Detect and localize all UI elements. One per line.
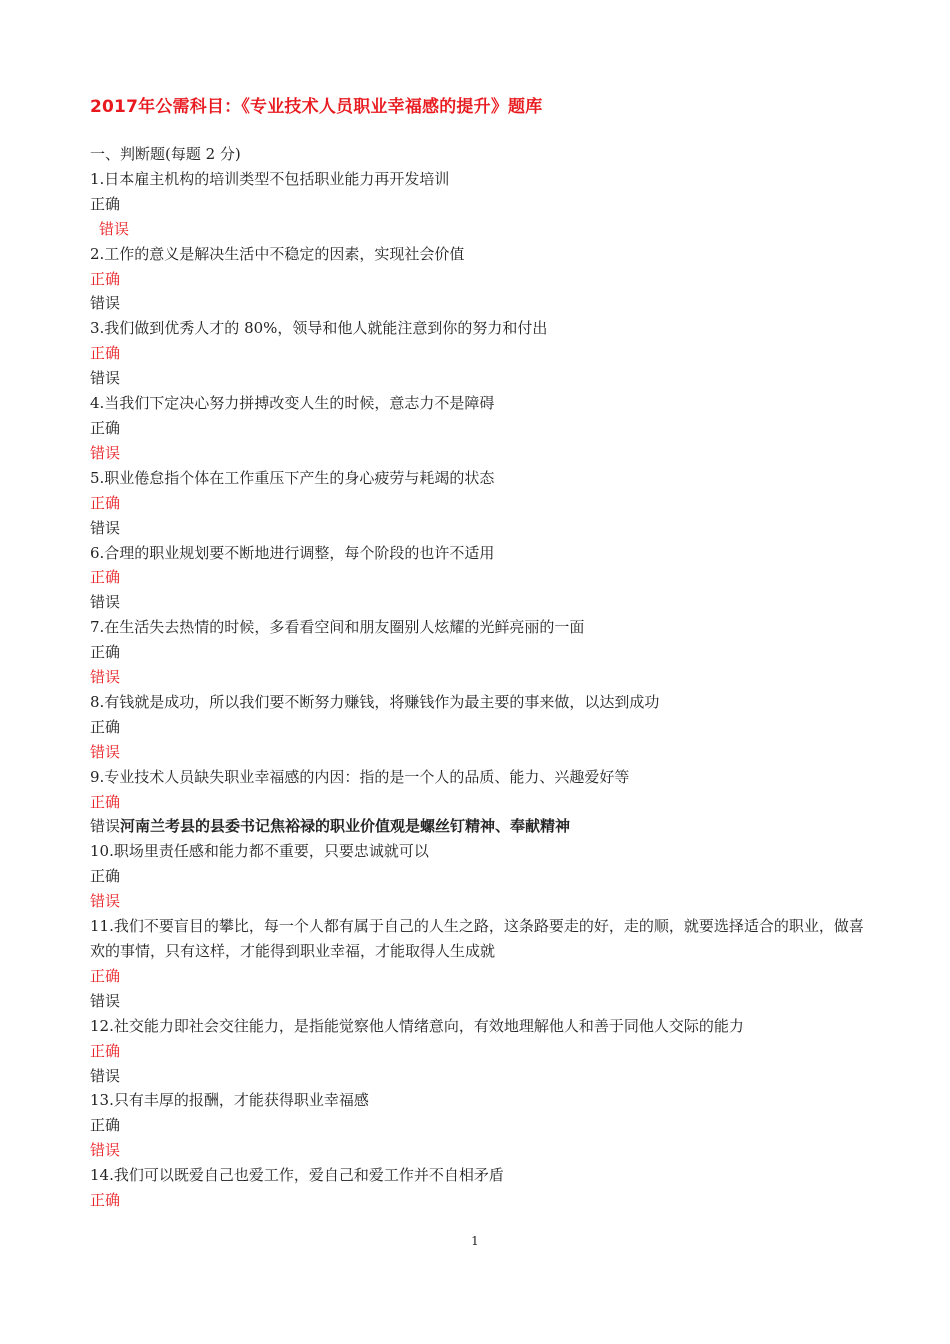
option-wrong: 错误 bbox=[90, 518, 121, 537]
question-text: 7.在生活失去热情的时候，多看看空间和朋友圈别人炫耀的光鲜亮丽的一面 bbox=[90, 618, 585, 637]
option-correct-answer: 正确 bbox=[90, 493, 121, 512]
page-number: 1 bbox=[471, 1234, 479, 1248]
option-wrong: 错误 bbox=[90, 817, 121, 836]
option-correct: 正确 bbox=[90, 194, 121, 213]
option-correct-answer: 正确 bbox=[90, 966, 121, 985]
question-text: 8.有钱就是成功，所以我们要不断努力赚钱，将赚钱作为最主要的事来做，以达到成功 bbox=[90, 692, 660, 711]
question-text: 3.我们做到优秀人才的 80%，领导和他人就能注意到你的努力和付出 bbox=[90, 319, 548, 338]
question-text: 1.日本雇主机构的培训类型不包括职业能力再开发培训 bbox=[90, 169, 450, 188]
option-wrong: 错误 bbox=[90, 991, 121, 1010]
question-text: 14.我们可以既爱自己也爱工作，爱自己和爱工作并不自相矛盾 bbox=[90, 1166, 504, 1185]
option-wrong-with-note bbox=[90, 814, 870, 839]
option-correct: 正确 bbox=[90, 1116, 121, 1135]
option-wrong: 错误 bbox=[90, 369, 121, 388]
question-text: 12.社交能力即社会交往能力，是指能觉察他人情绪意向，有效地理解他人和善于同他人交际的能力 bbox=[90, 1016, 744, 1035]
option-correct: 正确 bbox=[90, 867, 121, 886]
option-correct: 正确 bbox=[90, 717, 121, 736]
option-wrong-answer: 错误 bbox=[90, 443, 121, 462]
question-text: 13.只有丰厚的报酬，才能获得职业幸福感 bbox=[90, 1091, 369, 1110]
question-text: 4.当我们下定决心努力拼搏改变人生的时候，意志力不是障碍 bbox=[90, 394, 495, 413]
question-text: 5.职业倦怠指个体在工作重压下产生的身心疲劳与耗竭的状态 bbox=[90, 468, 495, 487]
option-wrong: 错误 bbox=[90, 593, 121, 612]
option-correct-answer: 正确 bbox=[90, 1191, 121, 1210]
option-wrong-answer: 错误 bbox=[99, 219, 130, 238]
option-wrong-answer: 错误 bbox=[90, 668, 121, 687]
section-heading: 一、判断题(每题 2 分) bbox=[90, 145, 241, 163]
inline-note: 河南兰考县的县委书记焦裕禄的职业价值观是螺丝钉精神、奉献精神 bbox=[120, 817, 571, 836]
question-list bbox=[90, 142, 870, 1213]
option-correct: 正确 bbox=[90, 418, 121, 437]
option-wrong-answer: 错误 bbox=[90, 742, 121, 761]
option-wrong-answer: 错误 bbox=[90, 1141, 121, 1160]
option-wrong: 错误 bbox=[90, 294, 121, 313]
option-correct-answer: 正确 bbox=[90, 344, 121, 363]
option-wrong: 错误 bbox=[90, 1066, 121, 1085]
question-text: 2.工作的意义是解决生活中不稳定的因素，实现社会价值 bbox=[90, 244, 465, 263]
option-correct-answer: 正确 bbox=[90, 1041, 121, 1060]
question-text: 9.专业技术人员缺失职业幸福感的内因：指的是一个人的品质、能力、兴趣爱好等 bbox=[90, 767, 630, 786]
option-correct-answer: 正确 bbox=[90, 269, 121, 288]
option-correct: 正确 bbox=[90, 643, 121, 662]
option-wrong-answer: 错误 bbox=[90, 892, 121, 911]
question-text: 6.合理的职业规划要不断地进行调整，每个阶段的也许不适用 bbox=[90, 543, 495, 562]
question-text: 11.我们不要盲目的攀比，每一个人都有属于自己的人生之路，这条路要走的好，走的顺，就要选择适合的职业，做喜欢的事情，只有这样，才能得到职业幸福，才能取得人生成就 bbox=[90, 917, 864, 960]
question-text: 10.职场里责任感和能力都不重要，只要忠诚就可以 bbox=[90, 842, 429, 861]
document-title: 2017年公需科目：《专业技术人员职业幸福感的提升》题库 bbox=[90, 97, 543, 117]
option-correct-answer: 正确 bbox=[90, 792, 121, 811]
option-correct-answer: 正确 bbox=[90, 568, 121, 587]
